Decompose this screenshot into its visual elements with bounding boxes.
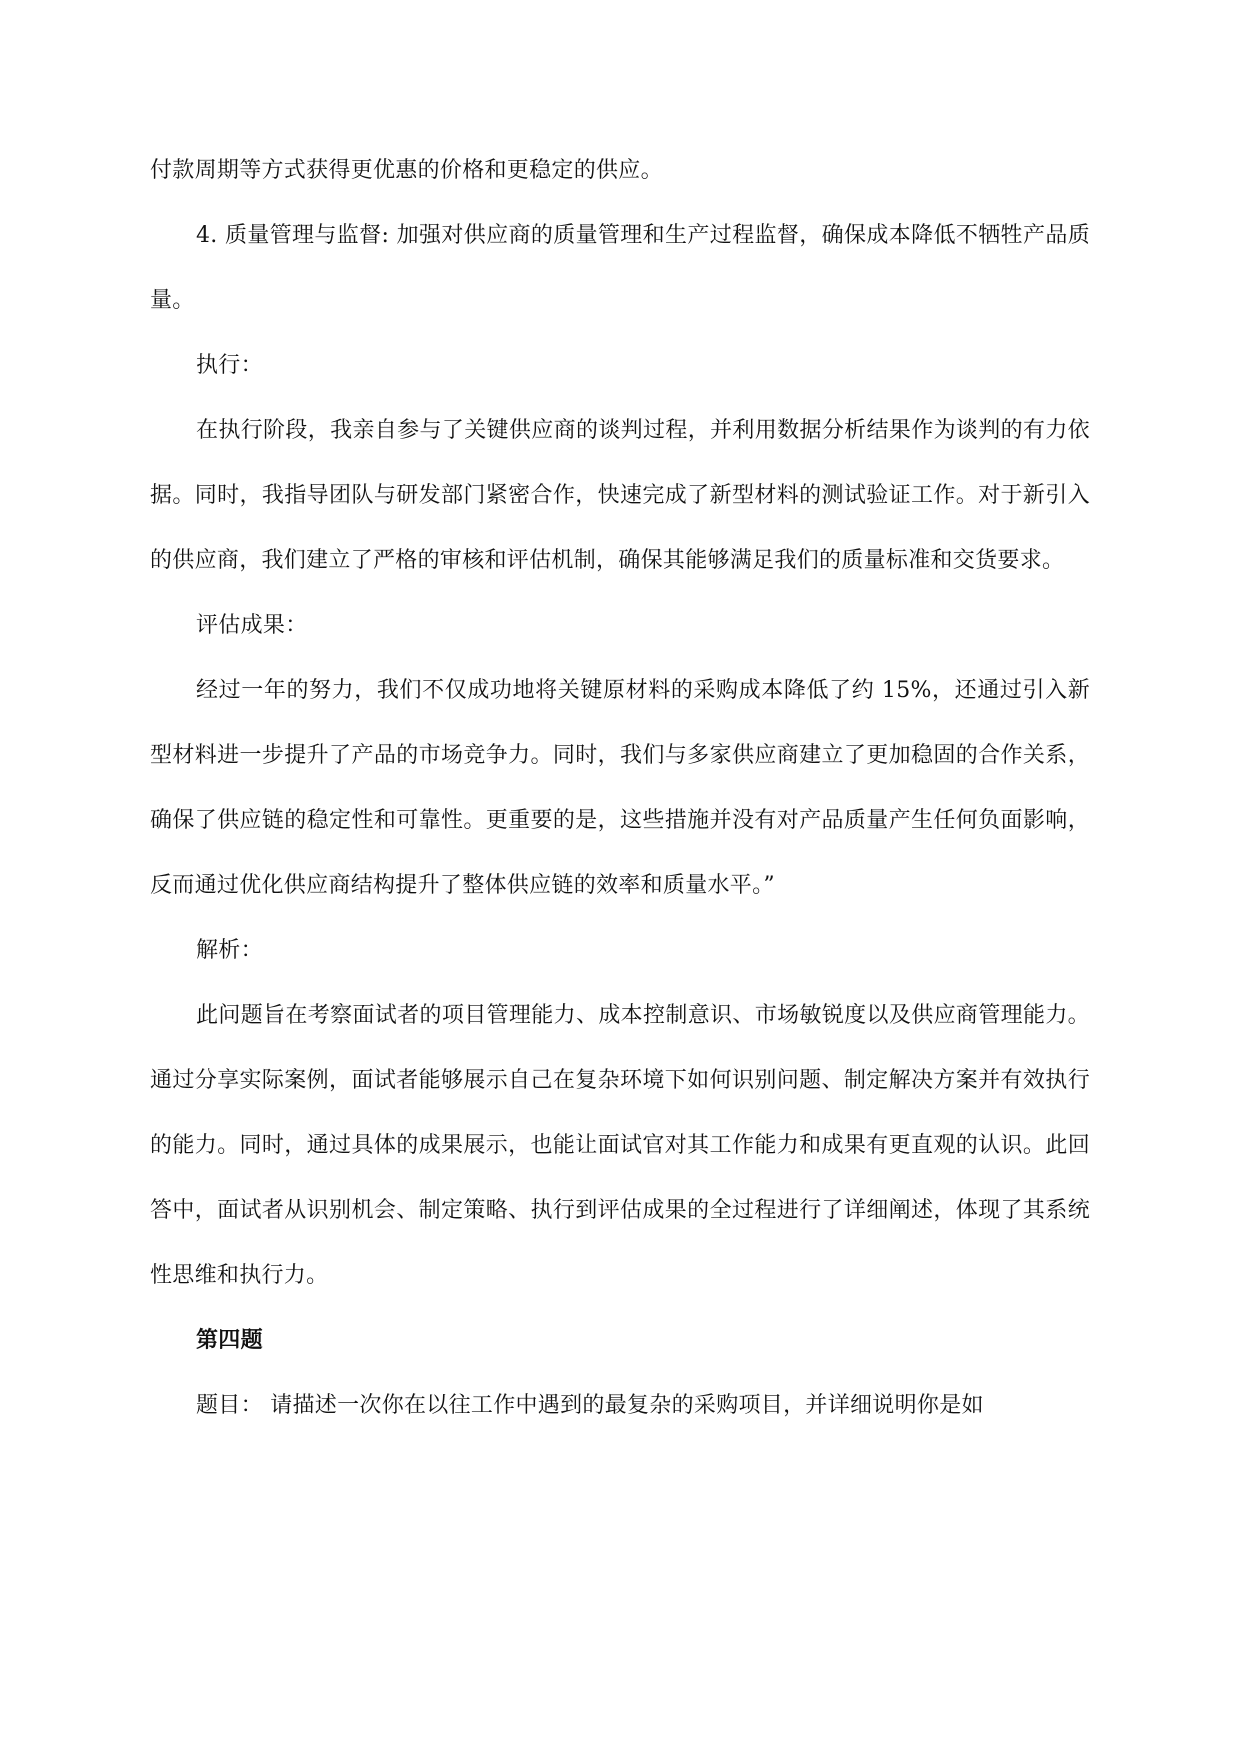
paragraph-quality-management: 4. 质量管理与监督: 加强对供应商的质量管理和生产过程监督，确保成本降低不牺牲产品质量。	[150, 223, 1090, 313]
section-label-execution: 执行：	[196, 353, 263, 378]
paragraph-analysis: 此问题旨在考察面试者的项目管理能力、成本控制意识、市场敏锐度以及供应商管理能力。通过分享实际案例，面试者能够展示自己在复杂环境下如何识别问题、制定解决方案并有效执行的能力。同时，通过具体的成果展示，也能让面试官对其工作能力和成果有更直观的认识。此回答中，面试者从识别机会、制定策略、执行到评估成果的全过程进行了详细阐述，体现了其系统性思维和执行力。	[150, 1003, 1090, 1288]
paragraph-continuation: 付款周期等方式获得更优惠的价格和更稳定的供应。	[150, 158, 663, 183]
question-prompt: 题目： 请描述一次你在以往工作中遇到的最复杂的采购项目，并详细说明你是如	[196, 1393, 984, 1418]
question-heading: 第四题	[196, 1328, 263, 1353]
paragraph-evaluation: 经过一年的努力，我们不仅成功地将关键原材料的采购成本降低了约 15%，还通过引入新型材料进一步提升了产品的市场竞争力。同时，我们与多家供应商建立了更加稳固的合作关系，确保了供应链的稳定性和可靠性。更重要的是，这些措施并没有对产品质量产生任何负面影响，反而通过优化供应商结构提升了整体供应链的效率和质量水平。”	[150, 678, 1090, 898]
section-label-analysis: 解析：	[196, 938, 263, 963]
paragraph-execution: 在执行阶段，我亲自参与了关键供应商的谈判过程，并利用数据分析结果作为谈判的有力依据。同时，我指导团队与研发部门紧密合作，快速完成了新型材料的测试验证工作。对于新引入的供应商，我们建立了严格的审核和评估机制，确保其能够满足我们的质量标准和交货要求。	[150, 418, 1090, 573]
document-page	[150, 138, 1090, 1438]
section-label-evaluation: 评估成果：	[196, 613, 308, 638]
